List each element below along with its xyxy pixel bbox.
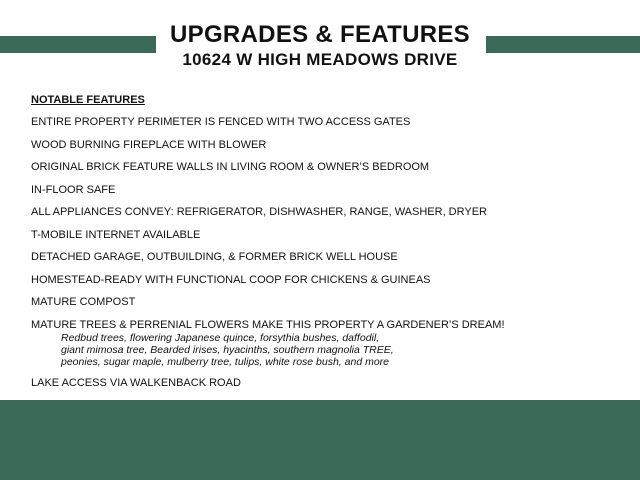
section-title: NOTABLE FEATURES — [31, 94, 145, 106]
feature-item: MATURE COMPOST — [31, 296, 136, 308]
garden-note-line: giant mimosa tree, Bearded irises, hyacinths, southern magnolia TREE, — [61, 344, 394, 356]
footer-band — [0, 400, 640, 480]
garden-note-line: Redbud trees, flowering Japanese quince, forsythia bushes, daffodil, — [61, 332, 380, 344]
feature-item: ALL APPLIANCES CONVEY: REFRIGERATOR, DISHWASHER, RANGE, WASHER, DRYER — [31, 206, 487, 218]
feature-item: WOOD BURNING FIREPLACE WITH BLOWER — [31, 138, 267, 151]
features-section — [31, 93, 621, 399]
feature-item: DETACHED GARAGE, OUTBUILDING, & FORMER BRICK WELL HOUSE — [31, 251, 398, 263]
page-title: UPGRADES & FEATURES — [170, 21, 470, 48]
feature-item: ENTIRE PROPERTY PERIMETER IS FENCED WITH TWO ACCESS GATES — [31, 116, 411, 128]
garden-note — [61, 332, 621, 368]
feature-item: LAKE ACCESS VIA WALKENBACK ROAD — [31, 377, 241, 389]
feature-item: ORIGINAL BRICK FEATURE WALLS IN LIVING ROOM & OWNER’S BEDROOM — [31, 161, 430, 173]
feature-item: T-MOBILE INTERNET AVAILABLE — [31, 228, 201, 241]
feature-item: HOMESTEAD-READY WITH FUNCTIONAL COOP FOR CHICKENS & GUINEAS — [31, 273, 431, 286]
garden-note-line: peonies, sugar maple, mulberry tree, tulips, white rose bush, and more — [61, 356, 389, 368]
feature-item: MATURE TREES & PERRENIAL FLOWERS MAKE THIS PROPERTY A GARDENER’S DREAM! — [31, 318, 505, 331]
page-subtitle: 10624 W HIGH MEADOWS DRIVE — [182, 50, 458, 69]
feature-item: IN-FLOOR SAFE — [31, 183, 116, 196]
